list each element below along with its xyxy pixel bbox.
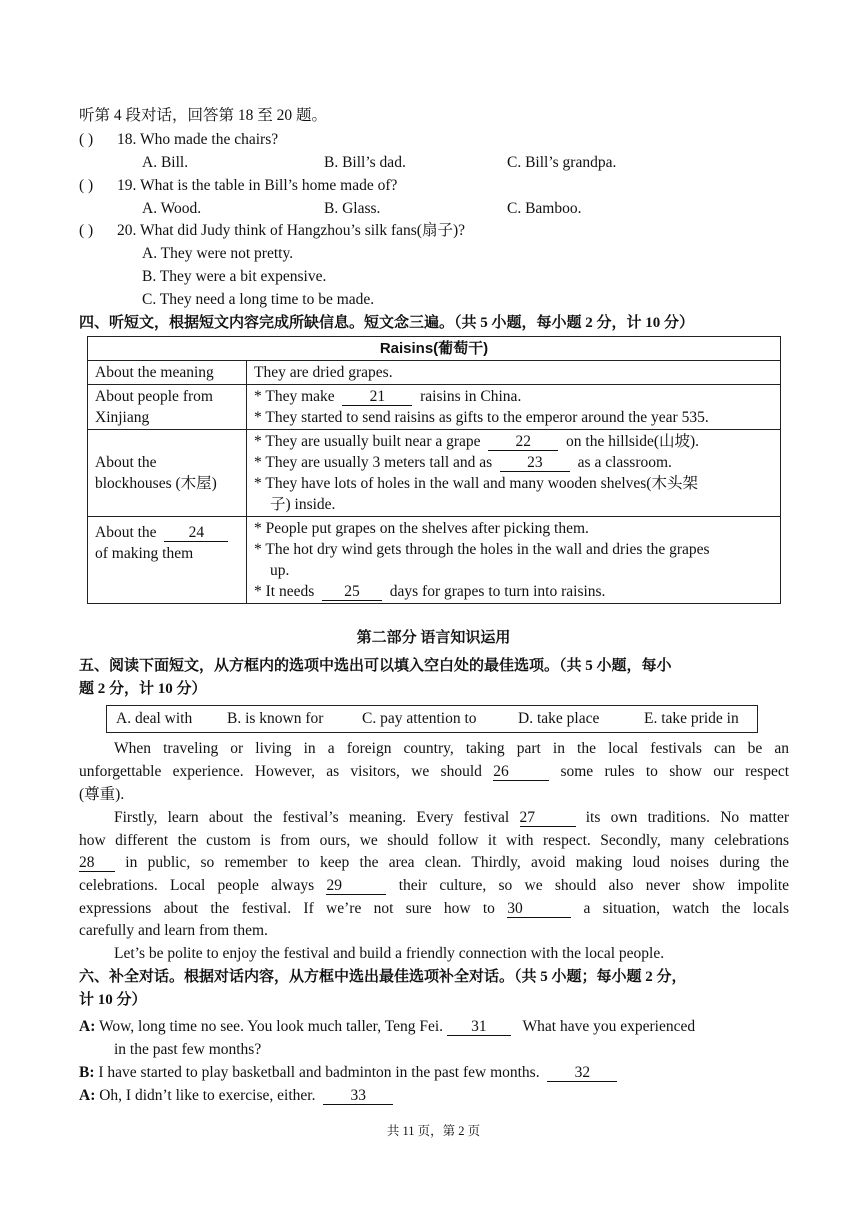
- blank-22[interactable]: 22: [488, 433, 558, 451]
- passage-line: unforgettable experience. However, as visitors, we should 26 some rules to show our respect: [79, 763, 790, 780]
- question-18-stem: 18. Who made the chairs?: [117, 131, 279, 148]
- row-content: [247, 517, 781, 604]
- option-c[interactable]: C. pay attention to: [362, 710, 477, 727]
- row-line: * It needs 25 days for grapes to turn into raisins.: [254, 583, 606, 600]
- dialogue-line: A: Wow, long time no see. You look much taller, Teng Fei. 31 What have you experienced: [79, 1018, 696, 1035]
- part2-heading: 第二部分 语言知识运用: [356, 630, 511, 646]
- row-label: [88, 385, 247, 430]
- passage-line: When traveling or living in a foreign country, taking part in the local festivals can be an: [114, 740, 789, 757]
- row-label-line: About the: [95, 454, 157, 471]
- section6-heading-cont: 计 10 分）: [79, 992, 147, 1008]
- section4-heading: 四、听短文，根据短文内容完成所缺信息。短文念三遍。（共 5 小题，每小题 2 分，计 10 分）: [79, 315, 695, 331]
- page-footer: 共 11 页，第 2 页: [386, 1124, 481, 1138]
- table-row: [88, 517, 781, 604]
- question-20-option-b[interactable]: B. They were a bit expensive.: [142, 268, 327, 285]
- row-line: * They are usually 3 meters tall and as 23 as a classroom.: [254, 454, 672, 471]
- passage-line: celebrations. Local people always 29 their culture, so we should also never show impolite: [79, 877, 790, 894]
- section6-heading: 六、补全对话。根据对话内容，从方框中选出最佳选项补全对话。（共 5 小题；每小题 2 分，: [79, 969, 687, 985]
- speaker-label: B:: [79, 1064, 95, 1081]
- blank-33[interactable]: 33: [323, 1087, 393, 1105]
- question-18-option-a[interactable]: A. Bill.: [142, 154, 189, 171]
- passage-line: 28 in public, so remember to keep the area clean. Thirdly, avoid making loud noises during the: [79, 854, 790, 871]
- passage-line: Firstly, learn about the festival’s meaning. Every festival 27 its own traditions. No matter: [114, 809, 790, 826]
- question-20-bracket[interactable]: ( ): [79, 222, 94, 239]
- question-19-stem: 19. What is the table in Bill’s home made of?: [117, 177, 398, 194]
- passage-line: (尊重).: [79, 786, 125, 803]
- row-content: They are dried grapes.: [247, 361, 781, 385]
- row-label-line: Xinjiang: [95, 409, 150, 426]
- option-box: [106, 705, 758, 733]
- speaker-label: A:: [79, 1018, 96, 1035]
- table-row: [88, 430, 781, 517]
- row-line: 子) inside.: [270, 496, 336, 513]
- passage-line: Let’s be polite to enjoy the festival and build a friendly connection with the local people.: [114, 945, 665, 962]
- row-line: * They are usually built near a grape 22 on the hillside(山坡).: [254, 433, 700, 450]
- row-line: * They make 21 raisins in China.: [254, 388, 522, 405]
- passage-line: how different the custom is from ours, we should follow it with respect. Secondly, many celebrations: [79, 832, 789, 849]
- table-title: Raisins(葡萄干): [88, 337, 781, 361]
- question-19-bracket[interactable]: ( ): [79, 177, 94, 194]
- row-line: * They have lots of holes in the wall and many wooden shelves(木头架: [254, 475, 698, 492]
- question-20-stem: 20. What did Judy think of Hangzhou’s silk fans(扇子)?: [117, 222, 465, 239]
- blank-21[interactable]: 21: [342, 388, 412, 406]
- option-d[interactable]: D. take place: [518, 710, 600, 727]
- row-line: up.: [270, 562, 290, 579]
- row-label-line: About people from: [95, 388, 213, 405]
- question-18-option-b[interactable]: B. Bill’s dad.: [324, 154, 406, 171]
- section5-heading-cont: 题 2 分，计 10 分）: [79, 681, 207, 697]
- row-line: * The hot dry wind gets through the holes in the wall and dries the grapes: [254, 541, 710, 558]
- dialogue-line: A: Oh, I didn’t like to exercise, either. 33: [79, 1086, 393, 1106]
- blank-23[interactable]: 23: [500, 454, 570, 472]
- row-line: * People put grapes on the shelves after picking them.: [254, 520, 589, 537]
- blank-31[interactable]: 31: [447, 1018, 511, 1036]
- question-20-option-a[interactable]: A. They were not pretty.: [142, 245, 294, 262]
- row-label: [88, 430, 247, 517]
- blank-30[interactable]: 30: [507, 900, 571, 918]
- table-row: [88, 385, 781, 430]
- question-18-option-c[interactable]: C. Bill’s grandpa.: [507, 154, 617, 171]
- blank-24[interactable]: 24: [164, 524, 228, 542]
- blank-28[interactable]: 28: [79, 854, 115, 872]
- row-line: * They started to send raisins as gifts to the emperor around the year 535.: [254, 409, 709, 426]
- table-row: [88, 361, 781, 385]
- blank-29[interactable]: 29: [326, 877, 386, 895]
- row-content: [247, 430, 781, 517]
- question-19-option-c[interactable]: C. Bamboo.: [507, 200, 582, 217]
- option-b[interactable]: B. is known for: [227, 710, 324, 727]
- section3-intro: 听第 4 段对话，回答第 18 至 20 题。: [79, 107, 328, 124]
- speaker-label: A:: [79, 1087, 96, 1104]
- row-label: About the meaning: [88, 361, 247, 385]
- row-label-line: About the 24: [95, 518, 239, 543]
- blank-27[interactable]: 27: [520, 809, 576, 827]
- row-label: [88, 517, 247, 604]
- section5-heading: 五、阅读下面短文，从方框内的选项中选出可以填入空白处的最佳选项。（共 5 小题，每小: [79, 658, 672, 674]
- row-label-line: of making them: [95, 545, 194, 562]
- blank-32[interactable]: 32: [547, 1064, 617, 1082]
- blank-26[interactable]: 26: [493, 763, 549, 781]
- question-20-option-c[interactable]: C. They need a long time to be made.: [142, 291, 375, 308]
- question-19-option-b[interactable]: B. Glass.: [324, 200, 381, 217]
- question-18-bracket[interactable]: ( ): [79, 131, 94, 148]
- dialogue-line: B: I have started to play basketball and badminton in the past few months. 32: [79, 1063, 617, 1083]
- row-content: [247, 385, 781, 430]
- option-e[interactable]: E. take pride in: [644, 710, 739, 727]
- row-label-line: blockhouses (木屋): [95, 475, 217, 492]
- blank-25[interactable]: 25: [322, 583, 382, 601]
- question-19-option-a[interactable]: A. Wood.: [142, 200, 202, 217]
- dialogue-line-cont: in the past few months?: [114, 1041, 262, 1058]
- raisins-table: [87, 336, 781, 604]
- option-a[interactable]: A. deal with: [116, 710, 193, 727]
- passage-line: expressions about the festival. If we’re not sure how to 30 a situation, watch the locals: [79, 900, 790, 917]
- passage-line: carefully and learn from them.: [79, 922, 268, 939]
